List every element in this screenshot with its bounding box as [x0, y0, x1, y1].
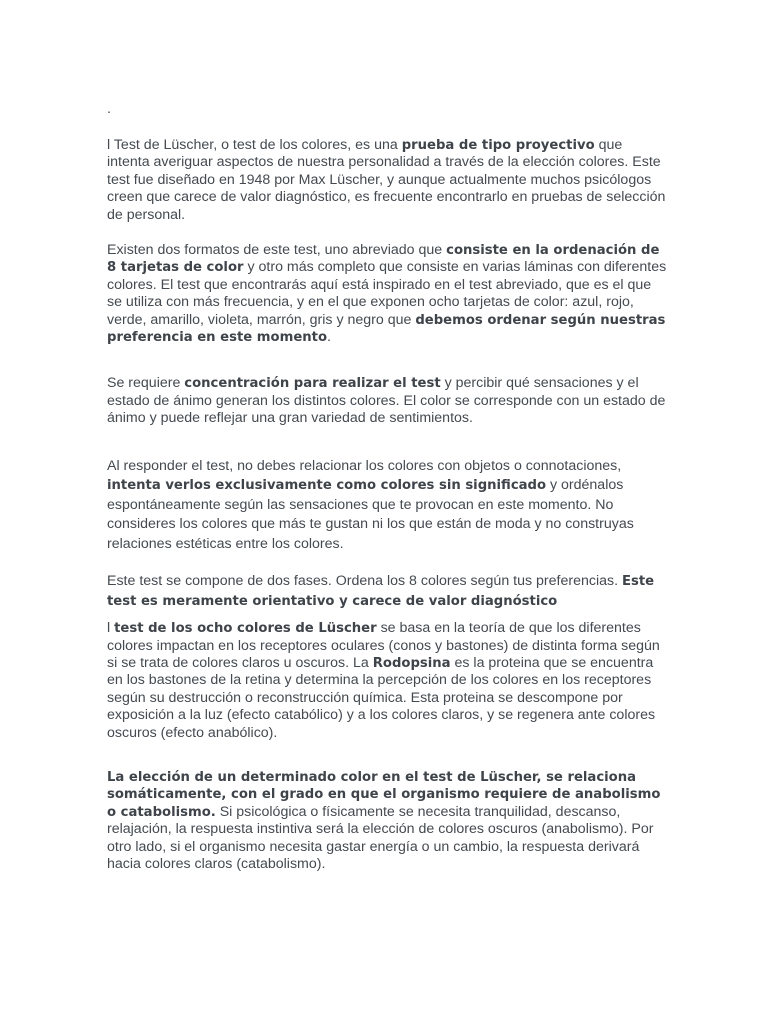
text-run: l — [107, 620, 115, 637]
text-run: Al responder el test, no debes relacionar los colores con objetos o connotaciones, — [107, 457, 622, 474]
bold-run: prueba de tipo proyectivo — [401, 138, 595, 153]
bold-run: intenta verlos exclusivamente como colores sin significado — [107, 478, 547, 494]
paragraph-text — [107, 375, 667, 427]
document-body — [107, 100, 667, 873]
text-run: que intenta averiguar aspectos de nuestra personalidad a través de la elección colores. Este test fue diseñado en 1948 por Max Lüscher, y aunque actualmente muchos psicólogos creen que carece de valor diagnóstico, es frecuente encontrarlo en pruebas de selección de personal. — [107, 137, 666, 223]
text-run: y otro más completo que consiste en varias láminas con diferentes colores. El test que encontrarás aquí está inspirado en el test abreviado, que es el que se utiliza con más frecuencia, y en el que exponen ocho tarjetas de color: azul, rojo, verde, amarillo, violeta, marrón, gris y negro que — [107, 259, 667, 328]
bold-run: Este test es meramente orientativo y carece de valor diagnóstico — [107, 574, 655, 609]
text-run: y ordénalos espontáneamente según las sensaciones que te provocan en este momento. No consideres los colores que más te gustan ni los que están de moda y no construyas relaciones estéticas entre los colores. — [107, 477, 634, 552]
bold-run: concentración para realizar el test — [184, 376, 441, 392]
paragraph-7 — [107, 769, 667, 873]
bold-run: debemos ordenar según nuestras preferencia en este momento — [107, 312, 666, 346]
text-run: Este test se compone de dos fases. Ordena los 8 colores según tus preferencias. — [107, 573, 622, 590]
text-run: . — [327, 329, 331, 346]
paragraph-text — [107, 137, 667, 224]
paragraph-text — [107, 457, 667, 555]
paragraph-6 — [107, 620, 667, 742]
bold-run: test de los ocho colores de Lüscher — [114, 621, 377, 637]
paragraph-4 — [107, 457, 667, 555]
paragraph-5 — [107, 572, 667, 611]
text-run: es la proteina que se encuentra en los bastones de la retina y determina la percepción de los colores en los receptores según su destrucción o reconstrucción química. Esta proteina se descompone por exposición a la luz (efecto catabólico) y a los colores claros, y se regenera ante colores oscuros (efecto anabólico). — [107, 655, 656, 741]
bold-run: Rodopsina — [372, 656, 451, 671]
paragraph-text — [107, 769, 667, 873]
text-run: l Test de Lüscher, o test de los colores, es una — [107, 137, 402, 153]
text-run: y percibir qué sensaciones y el estado de ánimo generan los distintos colores. El color se corresponde con un estado de ánimo y puede reflejar una gran variedad de sentimientos. — [107, 375, 666, 427]
paragraph-1 — [107, 137, 667, 224]
paragraph-text — [107, 620, 667, 742]
paragraph-text — [107, 572, 667, 611]
bold-run: consiste en la ordenación de 8 tarjetas de color — [107, 243, 660, 276]
text-run: Se requiere — [107, 375, 185, 392]
bold-run: La elección de un determinado color en el test de Lüscher, se relaciona somáticamente, con el grado en que el organismo requiere de anabolismo o catabolismo. — [107, 770, 661, 820]
text-run: Existen dos formatos de este test, uno abreviado que — [107, 242, 447, 259]
text-run: se basa en la teoría de que los diferentes colores impactan en los receptores oculares (conos y bastones) de distinta forma según si se trata de colores claros u oscuros. La — [107, 620, 660, 671]
paragraph-3 — [107, 375, 667, 427]
leading-dot: . — [107, 100, 111, 116]
text-run: Si psicológica o físicamente se necesita tranquilidad, descanso, relajación, la respuesta instintiva será la elección de colores oscuros (anabolismo). Por otro lado, si el organismo necesita gastar energía o un cambio, la respuesta derivará hacia colores claros (catabolismo). — [107, 803, 654, 873]
paragraph-2 — [107, 242, 667, 346]
paragraph-text — [107, 242, 667, 346]
